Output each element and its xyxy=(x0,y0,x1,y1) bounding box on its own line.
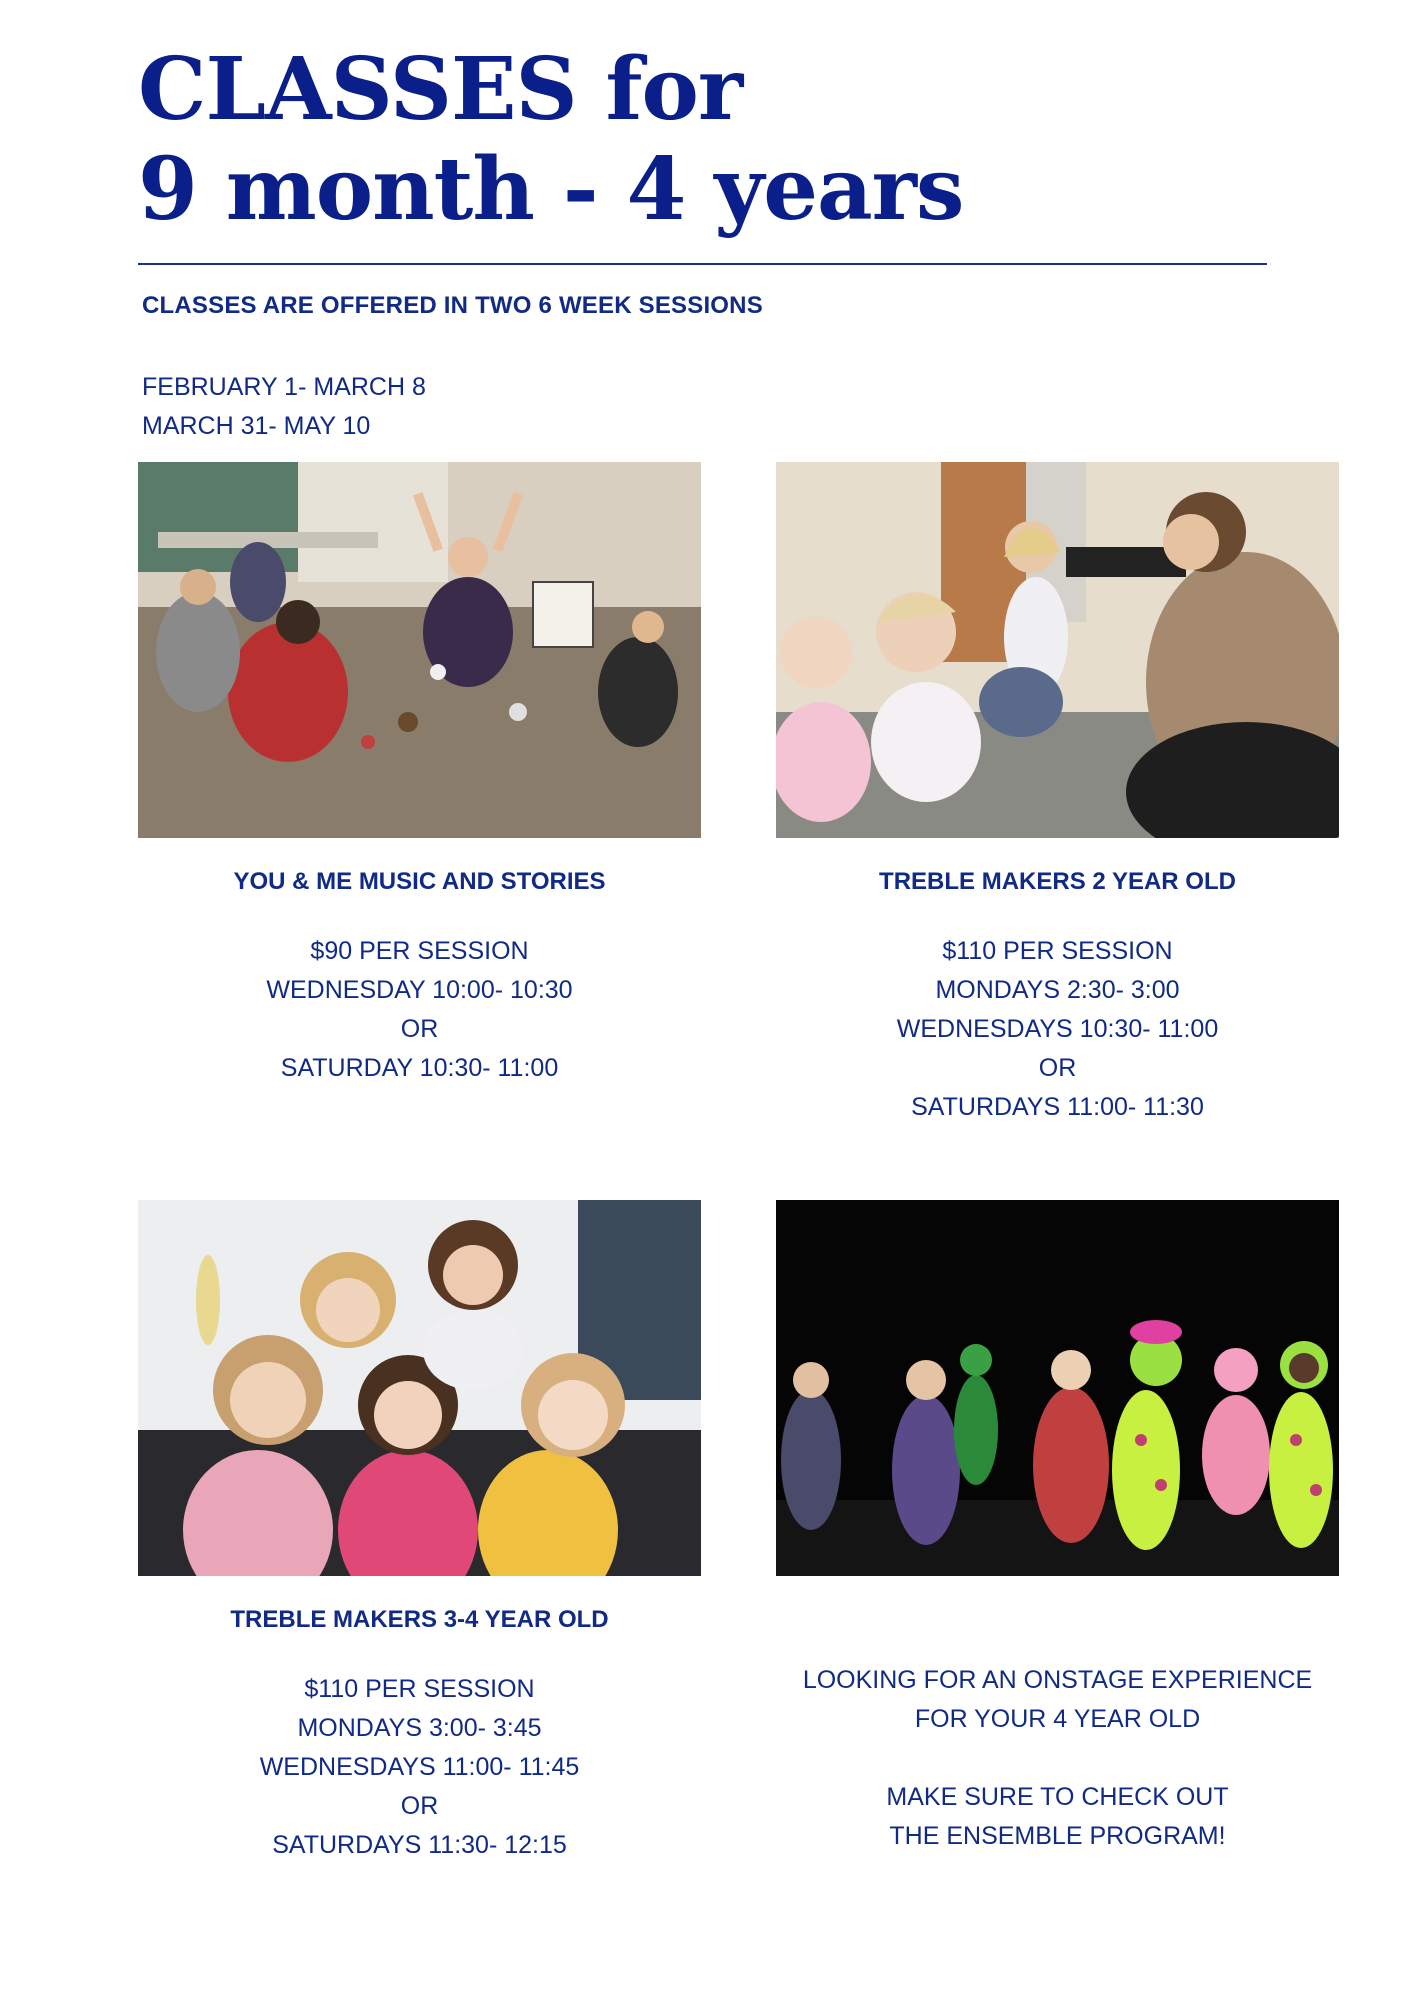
photo-toddlers-with-teacher xyxy=(776,462,1339,838)
class-price: $110 PER SESSION xyxy=(942,937,1173,965)
title-line-1: CLASSES for xyxy=(138,39,743,140)
class-price: $110 PER SESSION xyxy=(304,1675,535,1703)
session-dates xyxy=(142,368,426,446)
class-time: MONDAYS 3:00- 3:45 xyxy=(297,1714,542,1742)
promo-line: MAKE SURE TO CHECK OUT xyxy=(886,1783,1229,1811)
promo-line: THE ENSEMBLE PROGRAM! xyxy=(889,1822,1226,1850)
photo-young-girls-group xyxy=(138,1200,701,1576)
class-card-you-and-me xyxy=(138,862,701,1088)
class-time: WEDNESDAY 10:00- 10:30 xyxy=(266,976,573,1004)
session-date-2: MARCH 31- MAY 10 xyxy=(142,412,371,440)
title-divider xyxy=(138,263,1267,265)
class-time: SATURDAYS 11:00- 11:30 xyxy=(911,1093,1204,1121)
class-time: SATURDAYS 11:30- 12:15 xyxy=(272,1831,567,1859)
session-date-1: FEBRUARY 1- MARCH 8 xyxy=(142,373,426,401)
promo-line: LOOKING FOR AN ONSTAGE EXPERIENCE xyxy=(802,1666,1313,1694)
class-card-treble-makers-2 xyxy=(776,862,1339,1127)
class-time: SATURDAY 10:30- 11:00 xyxy=(280,1054,559,1082)
page-title xyxy=(138,40,963,240)
class-time-or: OR xyxy=(400,1015,439,1043)
photo-music-class xyxy=(138,462,701,838)
class-time-or: OR xyxy=(400,1792,439,1820)
promo-spacer xyxy=(776,1739,1339,1778)
ensemble-promo xyxy=(776,1661,1339,1856)
class-price: $90 PER SESSION xyxy=(310,937,529,965)
promo-line: FOR YOUR 4 YEAR OLD xyxy=(914,1705,1201,1733)
class-card-treble-makers-3-4 xyxy=(138,1600,701,1865)
title-line-2: 9 month - 4 years xyxy=(138,139,964,240)
sessions-heading: CLASSES ARE OFFERED IN TWO 6 WEEK SESSIONS xyxy=(142,292,763,319)
class-name: TREBLE MAKERS 3-4 YEAR OLD xyxy=(230,1606,609,1633)
class-time: WEDNESDAYS 10:30- 11:00 xyxy=(896,1015,1219,1043)
photo-stage-performance xyxy=(776,1200,1339,1576)
class-time-or: OR xyxy=(1038,1054,1077,1082)
class-time: MONDAYS 2:30- 3:00 xyxy=(935,976,1180,1004)
class-time: WEDNESDAYS 11:00- 11:45 xyxy=(259,1753,580,1781)
class-name: TREBLE MAKERS 2 YEAR OLD xyxy=(879,868,1236,895)
class-name: YOU & ME MUSIC AND STORIES xyxy=(233,868,606,895)
